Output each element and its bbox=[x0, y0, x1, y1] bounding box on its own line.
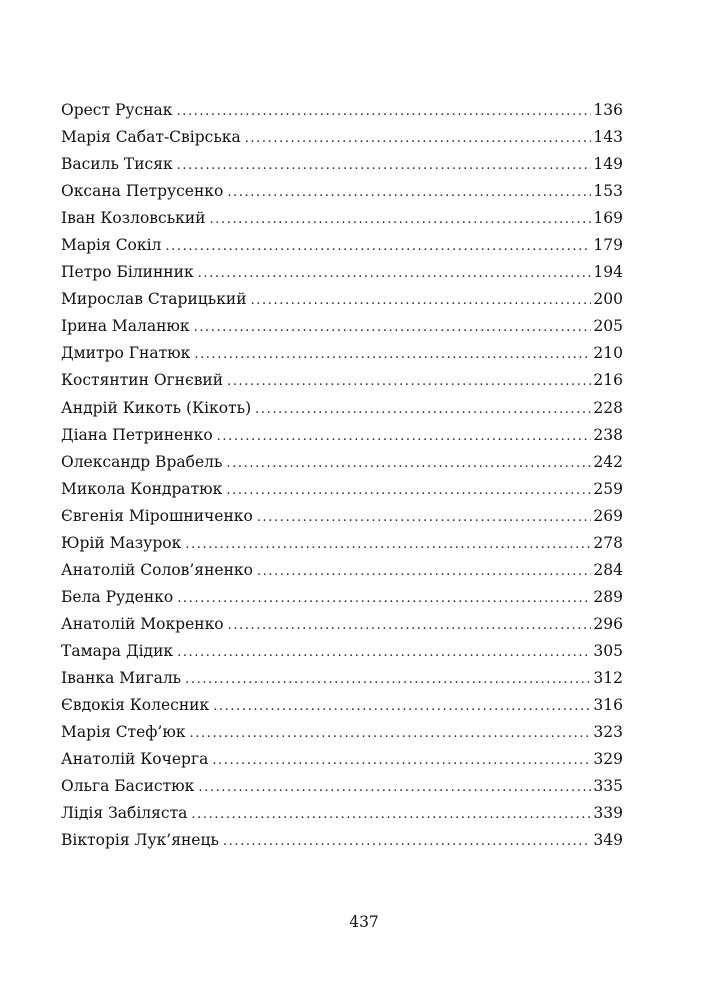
toc-entry-page: 278 bbox=[593, 533, 623, 552]
toc-entry-page: 316 bbox=[593, 696, 623, 715]
toc-entry-page: 296 bbox=[593, 614, 623, 633]
toc-entry bbox=[61, 503, 623, 530]
toc-entry-name: Костянтин Огнєвий bbox=[61, 371, 224, 390]
toc-entry bbox=[61, 97, 623, 124]
toc-entry-page: 335 bbox=[593, 777, 623, 796]
toc-entry bbox=[61, 800, 623, 827]
toc-entry-page: 323 bbox=[593, 723, 623, 742]
toc-entry-name: Петро Білинник bbox=[61, 263, 194, 282]
dot-leader bbox=[198, 774, 591, 801]
dot-leader bbox=[190, 720, 592, 747]
toc-entry bbox=[61, 827, 623, 854]
toc-entry-name: Євгенія Мірошниченко bbox=[61, 506, 253, 525]
toc-entry-name: Ірина Маланюк bbox=[61, 317, 190, 336]
dot-leader bbox=[255, 396, 591, 423]
dot-leader bbox=[185, 531, 591, 558]
dot-leader bbox=[251, 287, 592, 314]
toc-entry-name: Андрій Кикоть (Кікоть) bbox=[61, 398, 252, 417]
dot-leader bbox=[227, 368, 591, 395]
toc-entry bbox=[61, 422, 623, 449]
dot-leader bbox=[212, 747, 591, 774]
table-of-contents bbox=[61, 97, 623, 854]
toc-entry-page: 228 bbox=[593, 398, 623, 417]
toc-entry-page: 289 bbox=[593, 587, 623, 606]
toc-entry-name: Анатолій Солов’яненко bbox=[61, 560, 253, 579]
dot-leader bbox=[194, 341, 591, 368]
toc-entry bbox=[61, 395, 623, 422]
toc-entry-name: Олександр Врабель bbox=[61, 452, 223, 471]
dot-leader bbox=[177, 152, 592, 179]
toc-entry-name: Мирослав Старицький bbox=[61, 290, 247, 309]
toc-entry bbox=[61, 286, 623, 313]
toc-entry-name: Іван Козловський bbox=[61, 209, 206, 228]
dot-leader bbox=[185, 666, 591, 693]
toc-entry-name: Марія Стеф’юк bbox=[61, 723, 186, 742]
toc-entry-page: 136 bbox=[593, 101, 623, 119]
toc-entry-page: 153 bbox=[593, 182, 623, 201]
toc-entry bbox=[61, 449, 623, 476]
toc-entry bbox=[61, 313, 623, 340]
dot-leader bbox=[194, 314, 592, 341]
toc-entry-name: Дмитро Гнатюк bbox=[61, 344, 191, 363]
toc-entry-name: Тамара Дідик bbox=[61, 641, 174, 660]
toc-entry-page: 312 bbox=[593, 668, 623, 687]
toc-entry bbox=[61, 746, 623, 773]
toc-entry bbox=[61, 205, 623, 232]
toc-entry-page: 259 bbox=[593, 479, 623, 498]
toc-entry bbox=[61, 611, 623, 638]
toc-entry-page: 143 bbox=[593, 128, 623, 147]
toc-entry-name: Ольга Басистюк bbox=[61, 777, 195, 796]
toc-entry-name: Орест Руснак bbox=[61, 101, 173, 119]
toc-entry bbox=[61, 584, 623, 611]
toc-entry-page: 349 bbox=[593, 831, 623, 850]
dot-leader bbox=[165, 233, 591, 260]
toc-entry bbox=[61, 232, 623, 259]
toc-entry-name: Вікторія Лук’янець bbox=[61, 831, 219, 850]
toc-entry-name: Діана Петриненко bbox=[61, 425, 213, 444]
dot-leader bbox=[257, 558, 591, 585]
toc-entry-name: Марія Сабат-Свірська bbox=[61, 128, 241, 147]
toc-entry bbox=[61, 340, 623, 367]
toc-entry-page: 210 bbox=[593, 344, 623, 363]
dot-leader bbox=[210, 206, 592, 233]
toc-entry-name: Юрій Мазурок bbox=[61, 533, 182, 552]
dot-leader bbox=[257, 504, 592, 531]
toc-entry-page: 329 bbox=[593, 750, 623, 769]
toc-entry bbox=[61, 124, 623, 151]
toc-entry-page: 339 bbox=[593, 804, 623, 823]
toc-entry bbox=[61, 530, 623, 557]
toc-entry-page: 169 bbox=[593, 209, 623, 228]
toc-entry bbox=[61, 719, 623, 746]
dot-leader bbox=[245, 125, 592, 152]
toc-entry-page: 238 bbox=[593, 425, 623, 444]
toc-entry-name: Євдокія Колесник bbox=[61, 696, 210, 715]
toc-entry bbox=[61, 692, 623, 719]
dot-leader bbox=[177, 585, 591, 612]
dot-leader bbox=[213, 693, 591, 720]
toc-entry-name: Лідія Забіляста bbox=[61, 804, 188, 823]
dot-leader bbox=[226, 477, 591, 504]
toc-entry bbox=[61, 665, 623, 692]
toc-entry-page: 179 bbox=[593, 236, 623, 255]
dot-leader bbox=[191, 801, 591, 828]
toc-entry bbox=[61, 259, 623, 286]
dot-leader bbox=[226, 450, 591, 477]
toc-entry-page: 284 bbox=[593, 560, 623, 579]
toc-entry-name: Микола Кондратюк bbox=[61, 479, 223, 498]
toc-entry bbox=[61, 151, 623, 178]
toc-entry-page: 216 bbox=[593, 371, 623, 390]
dot-leader bbox=[176, 98, 591, 125]
toc-entry bbox=[61, 476, 623, 503]
toc-entry-name: Марія Сокіл bbox=[61, 236, 162, 255]
toc-entry-page: 205 bbox=[593, 317, 623, 336]
toc-entry bbox=[61, 773, 623, 800]
toc-entry-page: 305 bbox=[593, 641, 623, 660]
toc-entry-name: Бела Руденко bbox=[61, 587, 174, 606]
dot-leader bbox=[177, 639, 591, 666]
toc-entry-name: Іванка Мигаль bbox=[61, 668, 182, 687]
toc-entry-page: 269 bbox=[593, 506, 623, 525]
dot-leader bbox=[227, 179, 591, 206]
toc-entry bbox=[61, 638, 623, 665]
toc-entry-name: Василь Тисяк bbox=[61, 155, 173, 174]
toc-entry-page: 200 bbox=[593, 290, 623, 309]
toc-entry-name: Анатолій Мокренко bbox=[61, 614, 224, 633]
toc-entry bbox=[61, 367, 623, 394]
dot-leader bbox=[217, 423, 592, 450]
page-number: 437 bbox=[349, 913, 379, 931]
toc-entry bbox=[61, 178, 623, 205]
toc-entry-page: 194 bbox=[593, 263, 623, 282]
toc-entry-page: 149 bbox=[593, 155, 623, 174]
toc-entry-name: Оксана Петрусенко bbox=[61, 182, 224, 201]
dot-leader bbox=[223, 828, 592, 855]
toc-entry bbox=[61, 557, 623, 584]
dot-leader bbox=[198, 260, 592, 287]
dot-leader bbox=[228, 612, 592, 639]
toc-entry-name: Анатолій Кочерга bbox=[61, 750, 209, 769]
toc-entry-page: 242 bbox=[593, 452, 623, 471]
